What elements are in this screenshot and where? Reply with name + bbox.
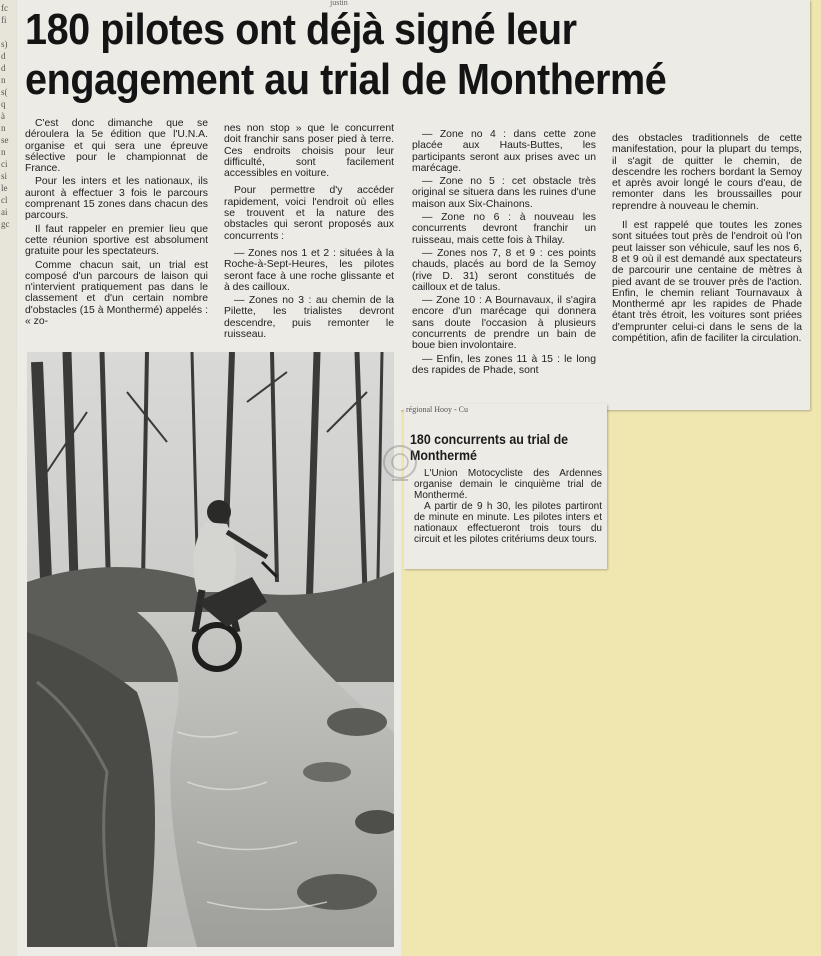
paragraph: L'Union Motocycliste des Ardennes organise demain le cinquième trial de Monthermé. <box>414 468 602 501</box>
brief-body <box>414 468 602 545</box>
strip-fragment: gc <box>1 219 10 229</box>
article-column-4 <box>612 133 802 346</box>
paragraph: — Zones no 3 : au chemin de la Pilette, les trialistes devront descendre, puis remonter le ruisseau. <box>224 295 394 341</box>
library-stamp-icon <box>380 440 420 490</box>
strip-fragment: d <box>1 63 6 73</box>
strip-fragment: s) <box>1 39 8 49</box>
strip-fragment: s( <box>1 87 8 97</box>
paragraph: Pour les inters et les nationaux, ils auront à effectuer 3 fois le parcours comprenant 15 zones dans chacun des parcours. <box>25 176 208 222</box>
strip-fragment: n <box>1 123 6 133</box>
paragraph: — Enfin, les zones 11 à 15 : le long des rapides de Phade, sont <box>412 353 596 376</box>
paragraph: — Zones nos 1 et 2 : situées à la Roche-à-Sept-Heures, les pilotes seront face à une roche glissante et à des cailloux. <box>224 247 394 293</box>
paragraph: nes non stop » que le concurrent doit franchir sans poser pied à terre. Ces endroits choisis pour leur difficulté, sont facilement accessibles en voiture. <box>224 123 394 180</box>
strip-fragment: fc <box>1 3 8 13</box>
brief-cut-line: régional Hooy - Cu <box>406 405 468 414</box>
strip-fragment: fi <box>1 15 7 25</box>
paragraph: Pour permettre d'y accéder rapidement, voici l'endroit où elles se trouvent et la nature des obstacles qui seront proposés aux concurrents : <box>224 185 394 242</box>
paragraph: A partir de 9 h 30, les pilotes partiront de minute en minute. Les pilotes inters et nationaux effectueront trois tours du circuit et les pilotes critériums deux tours. <box>414 501 602 545</box>
paragraph: Comme chacun sait, un trial est composé d'un parcours de laison qui n'intervient pratiquement pas dans le classement et d'un certain nombre d'obstacles (15 à Monthermé) appelés : « zo- <box>25 259 208 328</box>
article-column-3 <box>412 129 596 378</box>
strip-fragment: si <box>1 171 8 181</box>
strip-fragment: d <box>1 51 6 61</box>
bottom-fragment: so u <box>110 938 125 948</box>
paragraph: Il faut rappeler en premier lieu que cette réunion sportive est absolument gratuite pour les spectateurs. <box>25 223 208 258</box>
paragraph: des obstacles traditionnels de cette manifestation, pour la plupart du temps, il s'agit de quitter le chemin, de descendre les rochers bordant la Semoy et après avoir longé le cours d'eau, de remonter dans les broussailles pour reprendre à nouveau le chemin. <box>612 133 802 212</box>
adjacent-page-strip <box>0 0 17 956</box>
strip-fragment: se <box>1 135 9 145</box>
strip-fragment: n <box>1 75 6 85</box>
paragraph: — Zone no 5 : cet obstacle très original se situera dans les ruines d'une maison aux Six-Chainons. <box>412 176 596 210</box>
paragraph: — Zone 10 : A Bournavaux, il s'agira encore d'un marécage qui donnera sans doute l'occasion à plusieurs concurrents de prendre un bain de boue bien involontaire. <box>412 295 596 352</box>
article-column-1 <box>25 118 208 329</box>
headline-line-1: 180 pilotes ont déjà signé leur <box>25 5 577 54</box>
paragraph: — Zone no 6 : à nouveau les concurrents devront franchir un ruisseau, mais cette fois à Thilay. <box>412 212 596 246</box>
paragraph: Il est rappelé que toutes les zones sont situées tout près de l'endroit où l'on peut laisser son véhicule, sauf les nos 6, 8 et 9 où il est demandé aux spectateurs de parcourir une centaine de mètres à pied avant de se trouver près de l'action. Enfin, le chemin reliant Tournavaux à Monthermé apr les rapides de Phade étant très étroit, les voitures sont priées d'emprunter celui-ci dans le sens de la compétition, afin de faciliter la circulation. <box>612 220 802 345</box>
strip-fragment: ci <box>1 159 8 169</box>
brief-title: 180 concurrents au trial de Monthermé <box>410 432 569 463</box>
strip-fragment: à <box>1 111 5 121</box>
headline <box>25 5 736 105</box>
trial-rider-photo <box>27 352 394 947</box>
top-fragment: justin <box>330 0 348 7</box>
strip-fragment: q <box>1 99 6 109</box>
paragraph: — Zone no 4 : dans cette zone placée aux Hauts-Buttes, les participants seront aux prises avec un marécage. <box>412 129 596 174</box>
strip-fragment: ai <box>1 207 8 217</box>
strip-fragment: le <box>1 183 8 193</box>
headline-line-2: engagement au trial de Monthermé <box>25 55 667 104</box>
strip-fragment: cl <box>1 195 8 205</box>
strip-fragment: n <box>1 147 6 157</box>
paragraph: — Zones nos 7, 8 et 9 : ces points chauds, placés au bord de la Semoy (rive D. 31) seront constitués de cailloux et de talus. <box>412 247 596 293</box>
article-column-2 <box>224 123 394 342</box>
paragraph: C'est donc dimanche que se déroulera la 5e édition que l'U.N.A. organise et qui sera une épreuve sélective pour le championnat de France. <box>25 118 208 175</box>
